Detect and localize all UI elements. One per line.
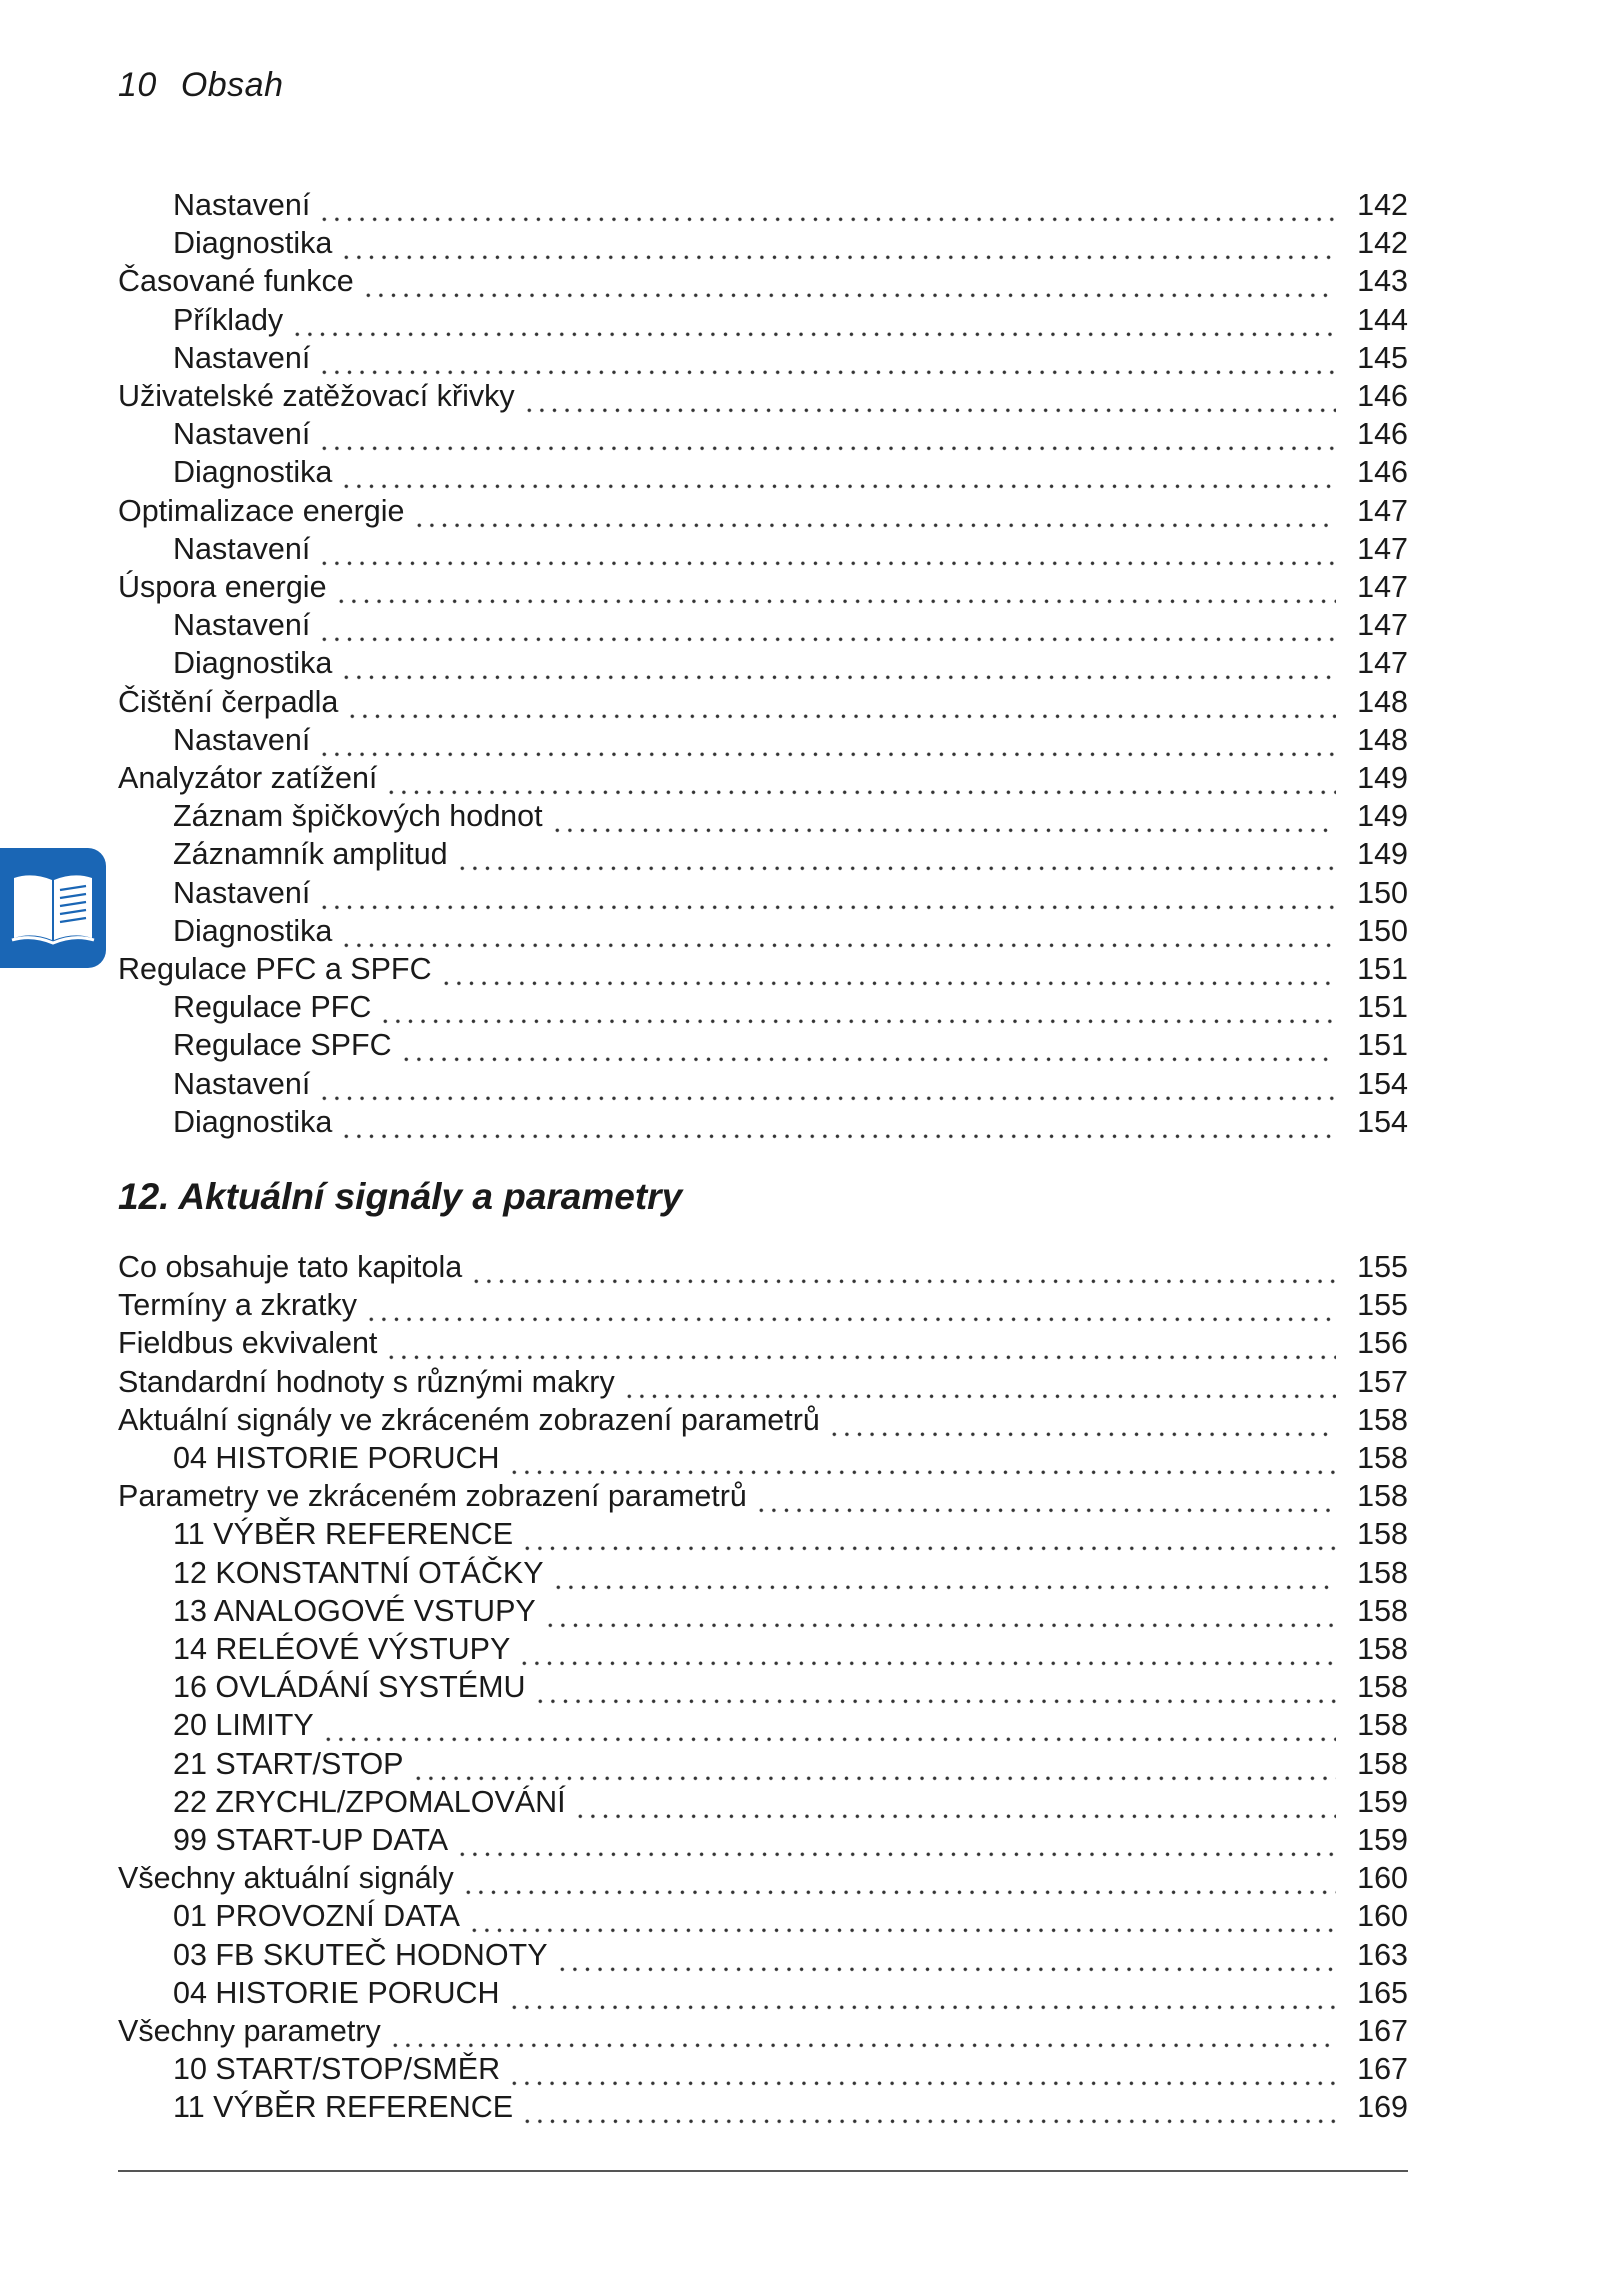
toc-entry[interactable]: [118, 453, 1408, 491]
toc-entry[interactable]: [118, 1324, 1408, 1362]
dot-leader: [318, 339, 1336, 377]
toc-entry-page: 158: [1357, 1402, 1408, 1437]
toc-entry-title: Diagnostika: [173, 1104, 333, 1139]
dot-leader: [340, 1103, 1336, 1141]
toc-entry-page: 147: [1357, 531, 1408, 566]
dot-leader: [291, 301, 1336, 339]
toc-entry-page: 158: [1357, 1555, 1408, 1590]
toc-entry-page: 158: [1357, 1479, 1408, 1514]
dot-leader: [413, 492, 1336, 530]
toc-entry-title: 21 START/STOP: [173, 1746, 404, 1781]
toc-entry-page: 167: [1357, 2014, 1408, 2048]
toc-entry-page: 158: [1357, 1593, 1408, 1628]
toc-entry[interactable]: [118, 1401, 1408, 1439]
toc-entry-title: Diagnostika: [173, 913, 333, 948]
page-number: 10: [118, 66, 157, 104]
toc-entry-page: 150: [1357, 913, 1408, 948]
toc-entry[interactable]: [118, 1859, 1408, 1897]
toc-entry-title: Nastavení: [173, 340, 311, 375]
dot-leader: [534, 1668, 1336, 1706]
dot-leader: [385, 1324, 1336, 1362]
toc-entry-title: Nastavení: [173, 417, 311, 452]
toc-entry-page: 142: [1357, 188, 1408, 222]
toc-entry-title: Diagnostika: [173, 455, 333, 490]
toc-entry[interactable]: [118, 1783, 1408, 1821]
toc-entry-title: Nastavení: [173, 531, 311, 566]
toc-entry[interactable]: [118, 644, 1408, 682]
toc-entry[interactable]: [118, 1821, 1408, 1859]
toc-entry-page: 160: [1357, 1861, 1408, 1896]
dot-leader: [379, 988, 1336, 1026]
toc-entry[interactable]: [118, 1974, 1408, 2012]
dot-leader: [340, 224, 1336, 262]
toc-entry-title: Nastavení: [173, 722, 311, 757]
toc-entry-title: Nastavení: [173, 875, 311, 910]
toc-entry-title: Úspora energie: [118, 570, 327, 604]
toc-entry-page: 159: [1357, 1784, 1408, 1819]
footer-rule: [118, 2170, 1408, 2172]
toc-entry[interactable]: [118, 1515, 1408, 1553]
dot-leader: [470, 1248, 1336, 1286]
toc-entry-page: 146: [1357, 417, 1408, 452]
toc-entry-page: 169: [1357, 2090, 1408, 2125]
toc-entry-page: 158: [1357, 1746, 1408, 1781]
toc-entry[interactable]: [118, 568, 1408, 606]
toc-entry-title: 14 RELÉOVÉ VÝSTUPY: [173, 1632, 511, 1666]
toc-entry-page: 158: [1357, 1632, 1408, 1666]
toc-entry-page: 151: [1357, 990, 1408, 1025]
toc-entry[interactable]: [118, 186, 1408, 224]
toc-entry[interactable]: [118, 1477, 1408, 1515]
toc-entry-title: Záznam špičkových hodnot: [173, 799, 543, 834]
toc-entry-page: 159: [1357, 1823, 1408, 1857]
toc-entry[interactable]: [118, 1065, 1408, 1103]
toc-entry-title: 11 VÝBĚR REFERENCE: [173, 1517, 514, 1552]
toc-entry[interactable]: [118, 377, 1408, 415]
toc-entry-title: 04 HISTORIE PORUCH: [173, 1441, 500, 1475]
dot-leader: [389, 2012, 1336, 2050]
toc-entry-page: 144: [1357, 302, 1408, 337]
toc-entry-title: Nastavení: [173, 1066, 311, 1101]
toc-entry-page: 154: [1357, 1066, 1408, 1101]
toc-entry[interactable]: [118, 835, 1408, 873]
dot-leader: [335, 568, 1336, 606]
dot-leader: [318, 1065, 1336, 1103]
toc-entry-title: Termíny a zkratky: [118, 1288, 357, 1323]
toc-entry-page: 147: [1357, 493, 1408, 528]
dot-leader: [322, 1706, 1336, 1744]
dot-leader: [623, 1363, 1336, 1401]
dot-leader: [365, 1286, 1336, 1324]
toc-entry[interactable]: [118, 1248, 1408, 1286]
toc-entry-page: 157: [1357, 1364, 1408, 1399]
toc-entry[interactable]: [118, 1554, 1408, 1592]
toc-entry-page: 151: [1357, 1028, 1408, 1063]
toc-entry[interactable]: [118, 1592, 1408, 1630]
toc-entry[interactable]: [118, 224, 1408, 262]
toc-entry[interactable]: [118, 1897, 1408, 1935]
toc-entry-title: Čištění čerpadla: [118, 684, 339, 719]
toc-entry-title: Optimalizace energie: [118, 493, 405, 528]
toc-entry-title: 12 KONSTANTNÍ OTÁČKY: [173, 1555, 544, 1590]
toc-entry-page: 147: [1357, 570, 1408, 604]
toc-entry-title: Standardní hodnoty s různými makry: [118, 1364, 615, 1399]
dot-leader: [340, 912, 1336, 950]
toc-entry-title: 20 LIMITY: [173, 1708, 314, 1743]
toc-entry[interactable]: [118, 797, 1408, 835]
toc-entry-title: Analyzátor zatížení: [118, 761, 378, 795]
dot-leader: [318, 606, 1336, 644]
dot-leader: [318, 186, 1336, 224]
toc-entry-page: 163: [1357, 1937, 1408, 1972]
toc-entry-page: 154: [1357, 1104, 1408, 1139]
toc-entry-title: 22 ZRYCHL/ZPOMALOVÁNÍ: [173, 1784, 566, 1819]
toc-entry-page: 165: [1357, 1975, 1408, 2010]
toc-entry[interactable]: [118, 912, 1408, 950]
toc-entry[interactable]: [118, 683, 1408, 721]
chapter-tab[interactable]: [0, 848, 106, 968]
toc-entry-page: 147: [1357, 646, 1408, 681]
toc-entry-page: 149: [1357, 799, 1408, 834]
toc-entry-title: Diagnostika: [173, 646, 333, 681]
dot-leader: [412, 1745, 1336, 1783]
toc-entry[interactable]: [118, 759, 1408, 797]
dot-leader: [508, 1439, 1336, 1477]
toc-entry-title: Příklady: [173, 302, 284, 337]
toc-entry[interactable]: [118, 301, 1408, 339]
toc-entry-title: Nastavení: [173, 188, 311, 222]
dot-leader: [362, 262, 1336, 300]
dot-leader: [552, 1554, 1336, 1592]
dot-leader: [400, 1026, 1336, 1064]
toc-entry-title: 03 FB SKUTEČ HODNOTY: [173, 1937, 548, 1972]
toc-entry[interactable]: [118, 1706, 1408, 1744]
toc-entry-page: 146: [1357, 455, 1408, 490]
toc-entry-title: 11 VÝBĚR REFERENCE: [173, 2090, 514, 2125]
toc-entry-page: 149: [1357, 761, 1408, 795]
toc-entry-title: Záznamník amplitud: [173, 837, 448, 872]
dot-leader: [508, 1974, 1336, 2012]
dot-leader: [755, 1477, 1336, 1515]
toc-entry-title: Diagnostika: [173, 226, 333, 261]
dot-leader: [318, 530, 1336, 568]
toc-entry-page: 156: [1357, 1326, 1408, 1361]
toc-entry-page: 167: [1357, 2052, 1408, 2087]
toc-entry-title: 04 HISTORIE PORUCH: [173, 1975, 500, 2010]
toc-entry-page: 147: [1357, 608, 1408, 643]
dot-leader: [574, 1783, 1336, 1821]
toc-entry[interactable]: [118, 2012, 1408, 2050]
toc-entry-page: 158: [1357, 1708, 1408, 1743]
toc-entry[interactable]: [118, 1936, 1408, 1974]
toc-entry-title: Všechny aktuální signály: [118, 1861, 454, 1896]
book-icon: [10, 870, 96, 946]
toc-entry-title: 13 ANALOGOVÉ VSTUPY: [173, 1593, 536, 1628]
dot-leader: [556, 1936, 1336, 1974]
toc-entry-title: Co obsahuje tato kapitola: [118, 1250, 463, 1284]
section-title: Obsah: [180, 66, 284, 104]
toc-entry-page: 155: [1357, 1288, 1408, 1323]
toc-entry[interactable]: [118, 1363, 1408, 1401]
dot-leader: [318, 415, 1336, 453]
page-header: [118, 66, 284, 105]
toc-entry-page: 146: [1357, 379, 1408, 413]
toc-entry[interactable]: [118, 2050, 1408, 2088]
dot-leader: [544, 1592, 1336, 1630]
toc-entry-page: 150: [1357, 875, 1408, 910]
toc-entry-title: 10 START/STOP/SMĚR: [173, 2052, 501, 2087]
toc-entry-page: 158: [1357, 1670, 1408, 1705]
toc-entry[interactable]: [118, 1745, 1408, 1783]
toc-entry-title: Nastavení: [173, 608, 311, 643]
dot-leader: [518, 1630, 1336, 1668]
toc-entry-title: 99 START-UP DATA: [173, 1823, 449, 1857]
toc-entry-title: Regulace SPFC: [173, 1028, 392, 1063]
toc-entry-title: Časované funkce: [118, 264, 354, 299]
toc-entry-page: 148: [1357, 722, 1408, 757]
dot-leader: [521, 1515, 1336, 1553]
toc-entry-page: 155: [1357, 1250, 1408, 1284]
dot-leader: [456, 835, 1336, 873]
dot-leader: [346, 683, 1336, 721]
toc-entry-page: 142: [1357, 226, 1408, 261]
toc-entry-title: 16 OVLÁDÁNÍ SYSTÉMU: [173, 1670, 526, 1705]
toc-entry-page: 148: [1357, 684, 1408, 719]
toc-entry-page: 143: [1357, 264, 1408, 299]
dot-leader: [440, 950, 1336, 988]
dot-leader: [523, 377, 1336, 415]
toc-entry[interactable]: [118, 530, 1408, 568]
toc-entry[interactable]: [118, 874, 1408, 912]
dot-leader: [508, 2050, 1336, 2088]
chapter-heading: 12. Aktuální signály a parametry: [118, 1176, 683, 1217]
dot-leader: [551, 797, 1336, 835]
toc-entry[interactable]: [118, 262, 1408, 300]
dot-leader: [340, 644, 1336, 682]
toc-entry-title: Uživatelské zatěžovací křivky: [118, 379, 515, 413]
dot-leader: [385, 759, 1336, 797]
toc-entry[interactable]: [118, 1439, 1408, 1477]
dot-leader: [318, 874, 1336, 912]
dot-leader: [318, 721, 1336, 759]
toc-entry[interactable]: [118, 606, 1408, 644]
toc-entry-page: 151: [1357, 952, 1408, 986]
toc-entry[interactable]: [118, 1026, 1408, 1064]
toc-entry-title: Regulace PFC: [173, 990, 372, 1025]
toc-entry[interactable]: [118, 1286, 1408, 1324]
toc-entry[interactable]: [118, 988, 1408, 1026]
toc-entry[interactable]: [118, 339, 1408, 377]
dot-leader: [521, 2088, 1336, 2126]
toc-entry-page: 158: [1357, 1441, 1408, 1475]
toc-entry-title: Parametry ve zkráceném zobrazení parametrů: [118, 1479, 747, 1514]
dot-leader: [828, 1401, 1336, 1439]
toc-entry-page: 145: [1357, 340, 1408, 375]
toc-entry[interactable]: [118, 721, 1408, 759]
dot-leader: [340, 453, 1336, 491]
toc-entry-title: 01 PROVOZNÍ DATA: [173, 1899, 460, 1934]
toc-entry-title: Aktuální signály ve zkráceném zobrazení parametrů: [118, 1402, 820, 1437]
toc-entry-title: Fieldbus ekvivalent: [118, 1326, 378, 1361]
toc-entry-page: 149: [1357, 837, 1408, 872]
toc-entry[interactable]: [118, 950, 1408, 988]
toc-entry-title: Regulace PFC a SPFC: [118, 952, 432, 986]
dot-leader: [462, 1859, 1336, 1897]
toc-entry[interactable]: [118, 1668, 1408, 1706]
toc-entry[interactable]: [118, 415, 1408, 453]
toc-entry[interactable]: [118, 1630, 1408, 1668]
toc-entry[interactable]: [118, 1103, 1408, 1141]
dot-leader: [468, 1897, 1336, 1935]
toc-entry[interactable]: [118, 492, 1408, 530]
toc-entry-page: 160: [1357, 1899, 1408, 1934]
toc-entry[interactable]: [118, 2088, 1408, 2126]
dot-leader: [456, 1821, 1336, 1859]
toc-entry-title: Všechny parametry: [118, 2014, 381, 2048]
toc-entry-page: 158: [1357, 1517, 1408, 1552]
